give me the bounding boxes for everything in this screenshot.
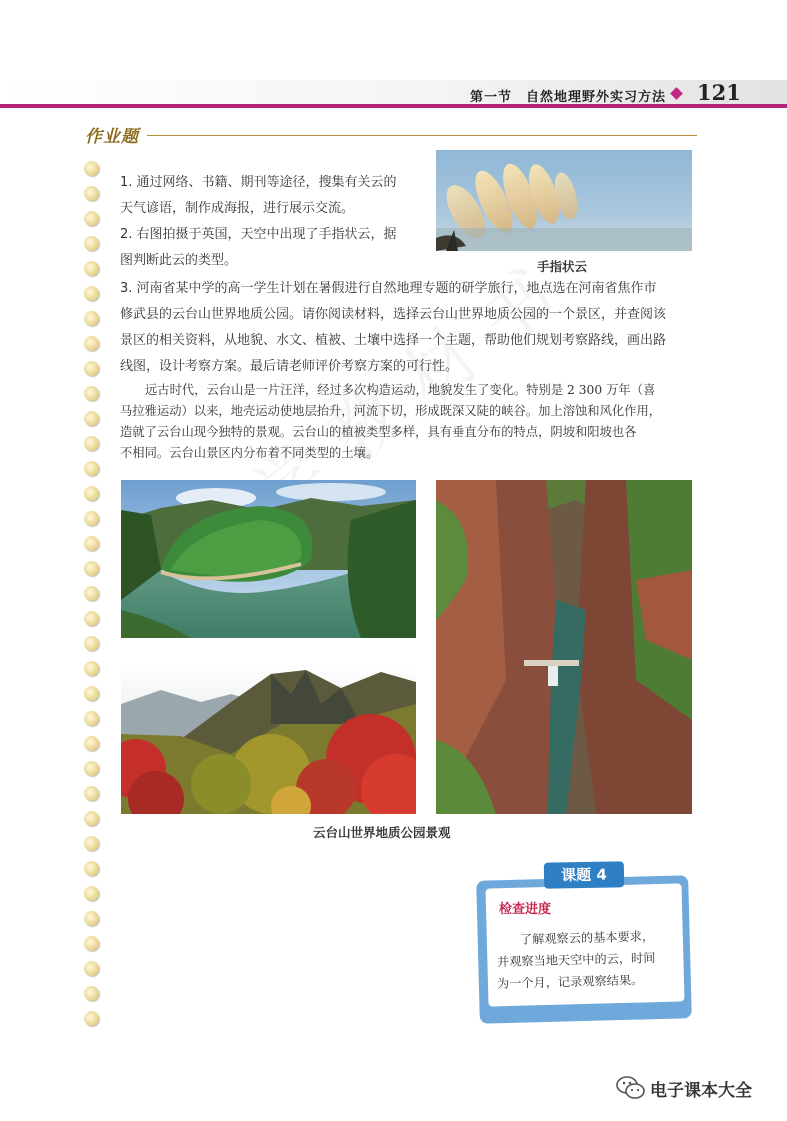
wechat-icon bbox=[616, 1075, 646, 1101]
binder-ring bbox=[84, 861, 99, 876]
binder-ring bbox=[84, 636, 99, 651]
canyon-photo bbox=[436, 480, 692, 814]
binder-ring bbox=[84, 611, 99, 626]
material-line-4: 不相同。云台山景区内分布着不同类型的土壤。 bbox=[120, 446, 379, 460]
question-3-line-4: 线图，设计考察方案。最后请老师评价考察方案的可行性。 bbox=[120, 359, 459, 374]
chapter-section-title: 第一节 自然地理野外实习方法 bbox=[470, 90, 667, 105]
geopark-caption: 云台山世界地质公园景观 bbox=[313, 825, 451, 840]
finger-cloud-caption: 手指状云 bbox=[537, 259, 588, 274]
finger-cloud-photo bbox=[436, 150, 692, 251]
binder-ring bbox=[84, 986, 99, 1001]
question-3-line-2: 修武县的云台山世界地质公园。请你阅读材料，选择云台山世界地质公园的一个景区，并查阅该 bbox=[120, 307, 667, 322]
question-1-line-2: 天气谚语，制作成海报，进行展示交流。 bbox=[120, 201, 355, 216]
task-card-line-1: 了解观察云的基本要求， bbox=[519, 929, 655, 947]
binder-ring bbox=[84, 261, 99, 276]
binder-ring bbox=[84, 411, 99, 426]
page-number: 121 bbox=[697, 80, 741, 105]
binder-ring bbox=[84, 336, 99, 351]
account-name: 电子课本大全 bbox=[650, 1081, 752, 1101]
homework-title-rule bbox=[147, 135, 697, 136]
binder-ring bbox=[84, 386, 99, 401]
task-card-line-2: 并观察当地天空中的云，时间 bbox=[496, 950, 656, 970]
header-rule bbox=[0, 104, 787, 108]
binder-ring bbox=[84, 586, 99, 601]
question-1-line-1: 1. 通过网络、书籍、期刊等途径，搜集有关云的 bbox=[120, 175, 397, 190]
material-line-3: 造就了云台山现今独特的景观。云台山的植被类型多样，具有垂直分布的特点，阴坡和阳坡也各 bbox=[120, 425, 637, 439]
task-card-tab: 课题 4 bbox=[544, 861, 624, 888]
binder-ring bbox=[84, 561, 99, 576]
binder-ring bbox=[84, 536, 99, 551]
binder-ring bbox=[84, 211, 99, 226]
binder-ring bbox=[84, 486, 99, 501]
task-card-line-3: 为一个月，记录观察结果。 bbox=[496, 973, 644, 991]
binder-ring bbox=[84, 436, 99, 451]
material-line-1: 远古时代，云台山是一片汪洋，经过多次构造运动，地貌发生了变化。特别是 2 300 万年（喜 bbox=[145, 383, 656, 397]
binder-ring bbox=[84, 511, 99, 526]
river-bend-photo bbox=[121, 480, 416, 638]
binder-ring bbox=[84, 286, 99, 301]
material-line-2: 马拉雅运动）以来，地壳运动使地层抬升，河流下切，形成既深又陡的峡谷。加上溶蚀和风化作用， bbox=[120, 404, 662, 418]
binder-ring bbox=[84, 711, 99, 726]
task-card-heading: 检查进度 bbox=[499, 902, 552, 917]
question-3-line-3: 景区的相关资料，从地貌、水文、植被、土壤中选择一个主题，帮助他们规划考察路线，画出路 bbox=[120, 333, 667, 348]
binder-ring bbox=[84, 1011, 99, 1026]
binder-ring bbox=[84, 461, 99, 476]
binder-ring bbox=[84, 161, 99, 176]
binder-ring bbox=[84, 311, 99, 326]
binder-ring bbox=[84, 786, 99, 801]
binder-ring bbox=[84, 361, 99, 376]
binder-ring bbox=[84, 186, 99, 201]
question-2-line-1: 2. 右图拍摄于英国，天空中出现了手指状云，据 bbox=[120, 227, 397, 242]
binder-ring bbox=[84, 961, 99, 976]
question-2-line-2: 图判断此云的类型。 bbox=[120, 253, 238, 268]
binder-ring bbox=[84, 886, 99, 901]
binder-ring bbox=[84, 936, 99, 951]
binder-ring bbox=[84, 811, 99, 826]
binder-ring bbox=[84, 661, 99, 676]
binder-ring bbox=[84, 911, 99, 926]
homework-title: 作业题 bbox=[85, 127, 139, 147]
question-3-line-1: 3. 河南省某中学的高一学生计划在暑假进行自然地理专题的研学旅行，地点选在河南省焦作市 bbox=[120, 281, 657, 296]
binder-ring bbox=[84, 761, 99, 776]
binder-ring bbox=[84, 836, 99, 851]
binder-ring bbox=[84, 236, 99, 251]
binder-ring bbox=[84, 736, 99, 751]
autumn-mountains-photo bbox=[121, 664, 416, 814]
binder-ring bbox=[84, 686, 99, 701]
